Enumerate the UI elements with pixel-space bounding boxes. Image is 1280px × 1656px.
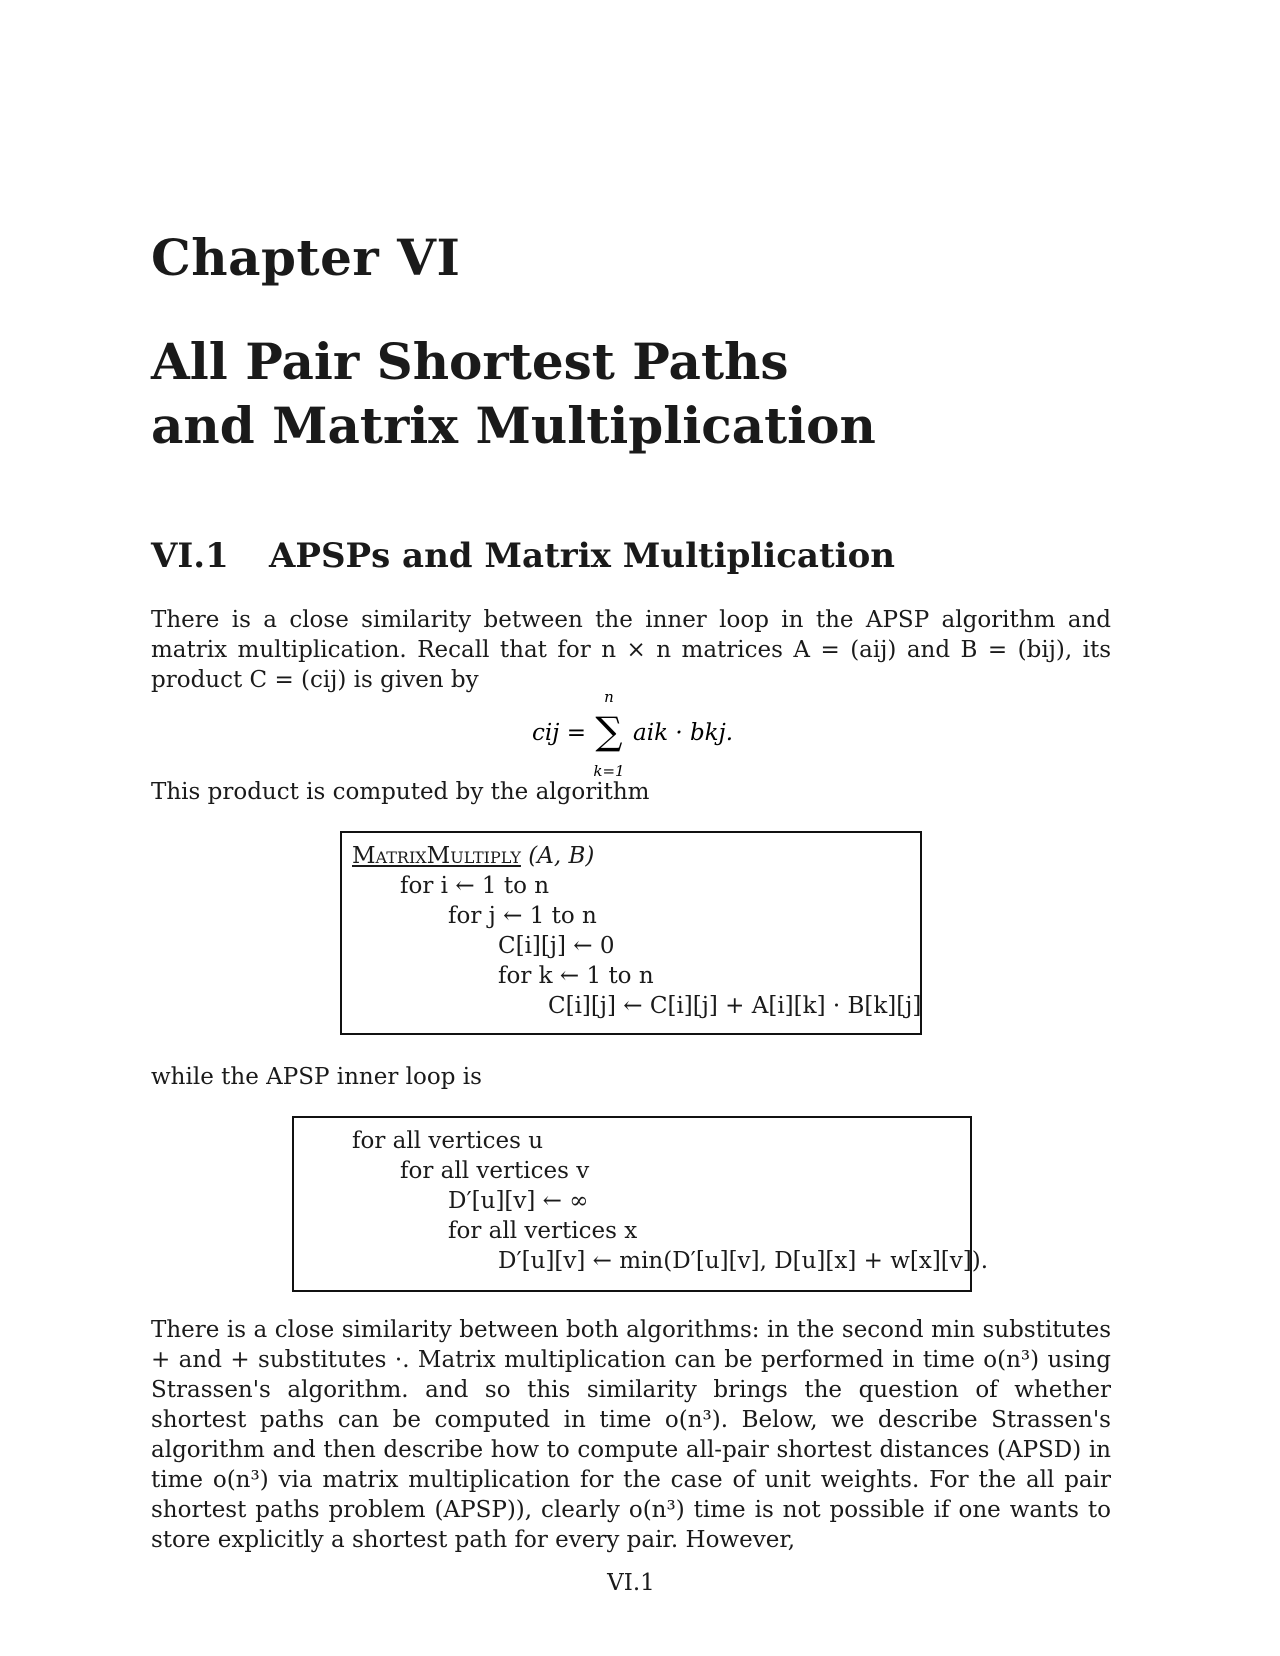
algorithm-name: MatrixMultiply [352, 843, 521, 869]
algo2-line-5: D′[u][v] ← min(D′[u][v], D[u][x] + w[x][v]). [498, 1248, 989, 1274]
page-number: VI.1 [607, 1570, 655, 1596]
apsp-inner-loop [292, 1116, 989, 1292]
equation-lhs: cij = [532, 720, 586, 746]
chapter-title [151, 330, 876, 458]
algorithm-args: (A, B) [528, 843, 595, 869]
discussion-paragraph: There is a close similarity between both algorithms: in the second min substitutes + and + substitutes ·. Matrix multiplication can be performed in time o(n³) using Strassen's algorithm. and so this similarity brings the question of whether shortest paths can be computed in time o(n³). Below, we describe Strassen's algorithm and then describe how to compute all-pair shortest distances (APSD) in time o(n³) via matrix multiplication for the case of unit weights. For the all pair shortest paths problem (APSP)), clearly o(n³) time is not possible if one wants to store explicitly a shortest path for every pair. However, [151, 1317, 1111, 1553]
section-title: APSPs and Matrix Multiplication [269, 536, 895, 576]
algo2-line-1: for all vertices u [352, 1128, 544, 1154]
algo2-line-2: for all vertices v [400, 1158, 590, 1184]
algo1-line-1: for i ← 1 to n [400, 873, 550, 899]
equation-rhs: aik · bkj. [633, 720, 734, 746]
sum-upper-limit: n [604, 688, 614, 706]
sum-equation [151, 688, 1111, 780]
sigma-symbol: ∑ [595, 709, 623, 753]
chapter-title-line2: and Matrix Multiplication [151, 396, 876, 455]
algo2-line-3: D′[u][v] ← ∞ [448, 1188, 589, 1214]
algo1-line-2: for j ← 1 to n [448, 903, 597, 929]
algo2-line-4: for all vertices x [448, 1218, 638, 1244]
algo1-line-5: C[i][j] ← C[i][j] + A[i][k] · B[k][j] [548, 993, 922, 1019]
intro-paragraph: There is a close similarity between the inner loop in the APSP algorithm and matrix multiplication. Recall that for n × n matrices A = (aij) and B = (bij), its product C = (cij) is given by [151, 607, 1111, 693]
chapter-heading: Chapter VI [151, 228, 461, 287]
section-number: VI.1 [151, 536, 229, 576]
chapter-title-line1: All Pair Shortest Paths [151, 332, 789, 391]
algorithm-header [352, 841, 910, 871]
section-heading [151, 536, 895, 576]
algo1-line-4: for k ← 1 to n [498, 963, 654, 989]
matrix-multiply-algorithm [340, 831, 922, 1035]
algorithm-intro: This product is computed by the algorithm [151, 779, 650, 805]
algo1-line-3: C[i][j] ← 0 [498, 933, 615, 959]
apsp-intro: while the APSP inner loop is [151, 1064, 482, 1090]
sum-lower-limit: k=1 [593, 762, 625, 780]
